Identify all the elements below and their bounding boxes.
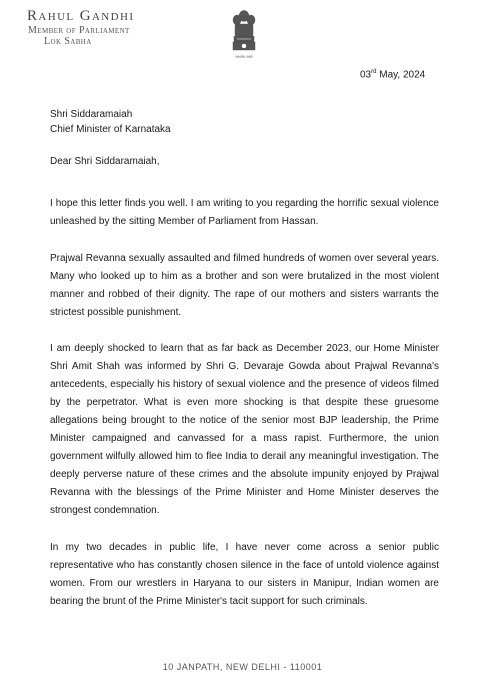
paragraph-4: In my two decades in public life, I have never come across a senior public representative who has constantly chosen silence in the face of untold violence against women. From our wrestlers in Haryana to our sisters in Manipur, Indian women are bearing the brunt of the Prime Minister's tacit support for such criminals. (50, 542, 439, 607)
emblem-motto: सत्यमेव जयते (235, 55, 253, 59)
paragraph-3: I am deeply shocked to learn that as far back as December 2023, our Home Minister Shri Amit Shah was informed by Shri G. Devaraje Gowda about Prajwal Revanna's antecedents, especially his history of sexual violence and the presence of videos filmed by the perpetrator. What is even more shocking is that despite these gruesome allegations being brought to the notice of the senior most BJP leadership, the Prime Minister campaigned and canvassed for a mass rapist. Furthermore, the union government wilfully allowed him to flee India to derail any meaningful investigation. The deeply perverse nature of these crimes and the absolute impunity enjoyed by Prajwal Revanna with the blessings of the Prime Minister and Home Minister deserves the strongest condemnation. (50, 343, 439, 516)
addressee-block (50, 107, 171, 137)
sender-house: Lok Sabha (44, 36, 92, 47)
addressee-designation: Chief Minister of Karnataka (50, 124, 171, 135)
paragraph-2: Prajwal Revanna sexually assaulted and filmed hundreds of women over several years. Many who looked up to him as a brother and son were brutalized in the most violent manner and robbed of their dignity. The rape of our mothers and sisters warrants the strictest possible punishment. (50, 253, 439, 318)
date-month-year: May, 2024 (376, 69, 426, 81)
paragraph-1: I hope this letter finds you well. I am writing to you regarding the horrific sexual violence unleashed by the sitting Member of Parliament from Hassan. (50, 198, 439, 227)
sender-title: Member of Parliament (28, 25, 130, 36)
salutation: Dear Shri Siddaramaiah, (50, 156, 160, 167)
footer-address: 10 JANPATH, NEW DELHI - 110001 (162, 662, 323, 672)
letter-date (360, 69, 425, 80)
sender-name: Rahul Gandhi (27, 8, 135, 24)
date-suffix: rd (371, 69, 377, 75)
letterhead (27, 9, 134, 47)
date-day: 03 (360, 69, 372, 81)
national-emblem-icon (231, 9, 257, 61)
addressee-name: Shri Siddaramaiah (50, 109, 133, 120)
